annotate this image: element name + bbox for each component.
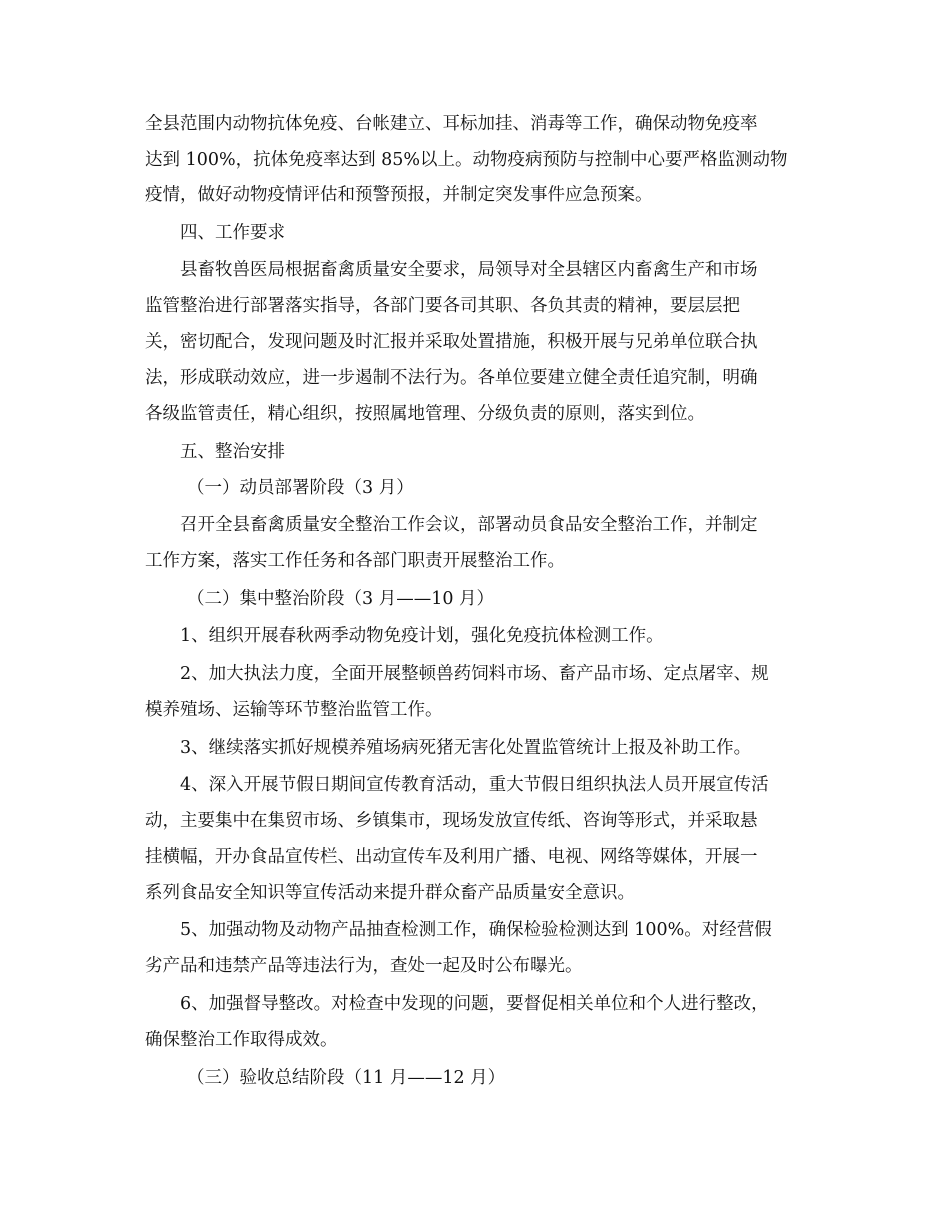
text-line: 系列食品安全知识等宣传活动来提升群众畜产品质量安全意识。 xyxy=(145,883,635,903)
text-line: 法，形成联动效应，进一步遏制不法行为。各单位要建立健全责任追究制，明确 xyxy=(145,368,758,388)
section-heading: 五、整治安排 xyxy=(180,442,285,462)
text-line: 全县范围内动物抗体免疫、台帐建立、耳标加挂、消毒等工作，确保动物免疫率 xyxy=(145,114,758,134)
text-line: 工作方案，落实工作任务和各部门职责开展整治工作。 xyxy=(145,551,565,571)
subsection-heading: （一）动员部署阶段（3 月） xyxy=(187,478,414,498)
text-line: 关，密切配合，发现问题及时汇报并采取处置措施，积极开展与兄弟单位联合执 xyxy=(145,332,758,352)
list-item: 5、加强动物及动物产品抽查检测工作，确保检验检测达到 100%。对经营假 xyxy=(180,920,772,940)
list-item: 2、加大执法力度，全面开展整顿兽药饲料市场、畜产品市场、定点屠宰、规 xyxy=(180,664,769,684)
text-line: 劣产品和违禁产品等违法行为，查处一起及时公布曝光。 xyxy=(145,956,583,976)
text-line: 动，主要集中在集贸市场、乡镇集市，现场发放宣传纸、咨询等形式，并采取悬 xyxy=(145,811,758,831)
text-line: 监管整治进行部署落实指导，各部门要各司其职、各负其责的精神，要层层把 xyxy=(145,296,740,316)
text-line: 达到 100%，抗体免疫率达到 85%以上。动物疫病预防与控制中心要严格监测动物 xyxy=(145,150,788,170)
text-line: 挂横幅，开办食品宣传栏、出动宣传车及利用广播、电视、网络等媒体，开展一 xyxy=(145,847,758,867)
list-item: 3、继续落实抓好规模养殖场病死猪无害化处置监管统计上报及补助工作。 xyxy=(180,738,752,758)
text-line: 召开全县畜禽质量安全整治工作会议，部署动员食品安全整治工作，并制定 xyxy=(180,515,758,535)
list-item: 1、组织开展春秋两季动物免疫计划，强化免疫抗体检测工作。 xyxy=(180,626,664,646)
subsection-heading: （二）集中整治阶段（3 月——10 月） xyxy=(187,589,495,609)
text-line: 县畜牧兽医局根据畜禽质量安全要求，局领导对全县辖区内畜禽生产和市场 xyxy=(180,260,758,280)
text-line: 确保整治工作取得成效。 xyxy=(145,1030,338,1050)
list-item: 6、加强督导整改。对检查中发现的问题，要督促相关单位和个人进行整改， xyxy=(180,994,769,1014)
subsection-heading: （三）验收总结阶段（11 月——12 月） xyxy=(187,1068,506,1088)
section-heading: 四、工作要求 xyxy=(180,223,285,243)
text-line: 疫情，做好动物疫情评估和预警预报，并制定突发事件应急预案。 xyxy=(145,185,653,205)
text-line: 模养殖场、运输等环节整治监管工作。 xyxy=(145,700,443,720)
list-item: 4、深入开展节假日期间宣传教育活动，重大节假日组织执法人员开展宣传活 xyxy=(180,775,769,795)
text-line: 各级监管责任，精心组织，按照属地管理、分级负责的原则，落实到位。 xyxy=(145,404,705,424)
